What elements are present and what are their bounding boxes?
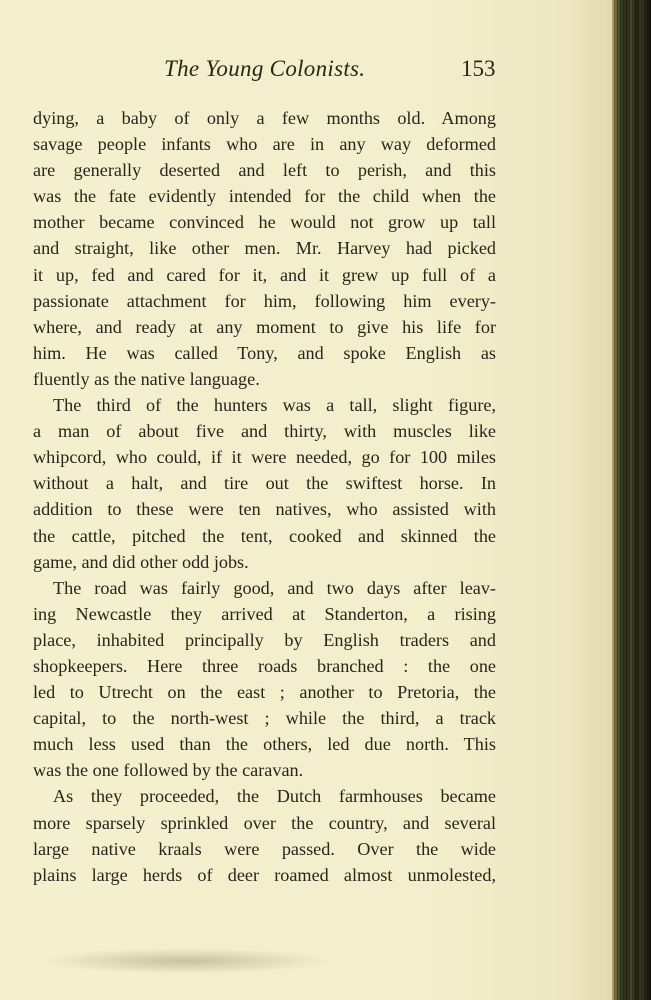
text-line: where, and ready at any moment to give his life for xyxy=(33,316,496,337)
text-line: mother became convinced he would not grow up tall xyxy=(33,212,496,233)
running-title: The Young Colonists. xyxy=(164,56,366,81)
text-line: shopkeepers. Here three roads branched : the one xyxy=(33,655,496,676)
text-line: whipcord, who could, if it were needed, go for 100 miles xyxy=(33,447,496,468)
paragraph-end-line: fluently as the native language. xyxy=(33,368,260,389)
text-line: passionate attachment for him, following him every- xyxy=(33,290,496,311)
text-line: him. He was called Tony, and spoke English as xyxy=(33,342,496,363)
text-line: it up, fed and cared for it, and it grew up full of a xyxy=(33,264,496,285)
page-smudge xyxy=(40,948,330,974)
text-line: without a halt, and tire out the swiftest horse. In xyxy=(33,473,496,494)
paragraph-start-line: The road was fairly good, and two days after leav- xyxy=(53,577,496,598)
text-line: much less used than the others, led due north. This xyxy=(33,734,496,755)
text-line: place, inhabited principally by English traders and xyxy=(33,629,496,650)
book-spine-edge xyxy=(612,0,651,1000)
body-text xyxy=(33,105,496,888)
text-line: savage people infants who are in any way deformed xyxy=(33,134,496,155)
paragraph-start-line: As they proceeded, the Dutch farmhouses became xyxy=(53,786,496,807)
paragraph-start-line: The third of the hunters was a tall, slight figure, xyxy=(53,395,496,416)
text-line: and straight, like other men. Mr. Harvey had picked xyxy=(33,238,496,259)
text-line: ing Newcastle they arrived at Standerton, a rising xyxy=(33,603,496,624)
text-line: addition to these were ten natives, who assisted with xyxy=(33,499,496,520)
paragraph-end-line: was the one followed by the caravan. xyxy=(33,760,304,781)
text-line: are generally deserted and left to perish, and this xyxy=(33,160,496,181)
text-line: a man of about five and thirty, with muscles like xyxy=(33,421,496,442)
page-header xyxy=(0,52,616,86)
text-line: led to Utrecht on the east ; another to Pretoria, the xyxy=(33,682,496,703)
text-line: the cattle, pitched the tent, cooked and skinned the xyxy=(33,525,496,546)
text-line: more sparsely sprinkled over the country, and several xyxy=(33,812,496,833)
text-line: dying, a baby of only a few months old. Among xyxy=(33,108,496,128)
text-line: large native kraals were passed. Over the wide xyxy=(33,838,496,859)
page-number: 153 xyxy=(461,56,496,81)
text-line: capital, to the north-west ; while the third, a track xyxy=(33,708,496,729)
text-line: was the fate evidently intended for the child when the xyxy=(33,186,496,207)
text-line: plains large herds of deer roamed almost unmolested, xyxy=(33,864,496,885)
paragraph-end-line: game, and did other odd jobs. xyxy=(33,551,249,572)
